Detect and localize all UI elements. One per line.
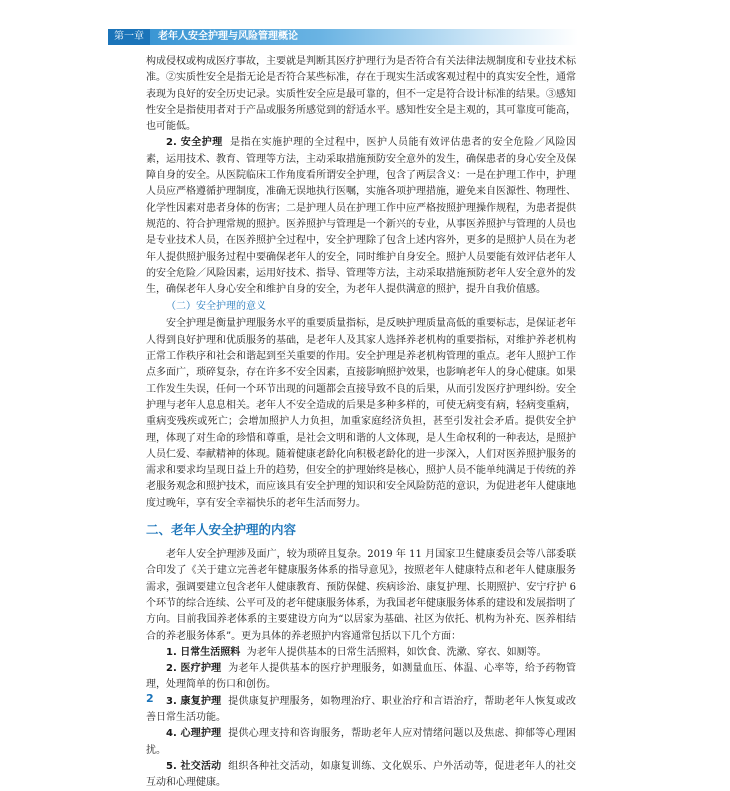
chapter-label: 第一章	[108, 29, 150, 45]
significance-heading: （二）安全护理的意义	[166, 301, 266, 313]
list-item	[146, 694, 576, 727]
safety-care-label: 2. 安全护理	[166, 137, 223, 149]
page-number: 2	[146, 692, 154, 705]
body-paragraph	[146, 54, 576, 135]
safety-care-paragraph	[146, 135, 576, 298]
paragraph-text: 老年人安全护理涉及面广，较为琐碎且复杂。2019 年 11 月国家卫生健康委员会等八部委联合印发了《关于建立完善老年健康服务体系的指导意见》，按照老年人健康特点和老年人健康服务需求，强调要建立包含老年人健康教育、预防保健、疾病诊治、康复护理、长期照护、安宁疗护 6 个环节的综合连续、公平可及的老年健康服务体系，为我国老年健康服务体系的建设和发展指明了方向。目前我国养老体系的主要建设方向为“以居家为基础、社区为依托、机构为补充、医养相结合的养老服务体系”。更为具体的养老照护内容通常包括以下几个方面：	[146, 549, 576, 642]
list-item-text: 组织各种社交活动，如康复训练、文化娱乐、户外活动等，促进老年人的社交互动和心理健康。	[146, 760, 576, 789]
list-item-text: 为老年人提供基本的医疗护理服务，如测量血压、体温、心率等，给予药物管理，处理简单的伤口和创伤。	[146, 663, 576, 691]
list-item-label: 2. 医疗护理	[166, 663, 222, 675]
list-item	[146, 645, 576, 661]
section-intro-paragraph	[146, 547, 576, 645]
paragraph-text: 构成侵权或构成医疗事故，主要就是判断其医疗护理行为是否符合有关法律法规制度和专业技术标准。②实质性安全是指无论是否符合某些标准，存在于现实生活或客观过程中的真实安全性，通常表现为良好的安全历史记录。实质性安全应是最可靠的，但不一定是符合设计标准的结果。③感知性安全是指使用者对于产品或服务所感觉到的舒适水平。感知性安全是主观的，其可靠度可能高，也可能低。	[146, 56, 576, 133]
list-item-label: 3. 康复护理	[166, 695, 222, 707]
significance-paragraph	[146, 316, 576, 512]
list-item	[146, 726, 576, 759]
list-item-label: 5. 社交活动	[166, 760, 222, 772]
list-item	[146, 759, 576, 791]
list-item-text: 提供心理支持和咨询服务，帮助老年人应对情绪问题以及焦虑、抑郁等心理困扰。	[146, 728, 576, 756]
safety-care-text: 是指在实施护理的全过程中，医护人员能有效评估患者的安全危险／风险因素，运用技术、教育、管理等方法，主动采取措施预防安全意外的发生，确保患者的身心安全及保障自身的安全。从医院临床工作角度看所谓安全护理，包含了两层含义：一是在护理工作中，护理人员应严格遵循护理制度，准确无误地执行医嘱，实施各项护理措施，避免来自医源性、物理性、化学性因素对患者身体的伤害；二是护理人员在护理工作中应严格按照护理操作规程，为患者提供规范的、符合护理常规的照护。医养照护与管理是一个新兴的专业，从事医养照护与管理的人员也是专业技术人员，在医养照护全过程中，安全护理除了包含上述内容外，更多的是照护人员在为老年人提供照护服务过程中要确保老年人的安全，同时维护自身安全。照护人员要能有效评估老年人的安全危险／风险因素，运用好技术、指导、管理等方法，主动采取措施预防老年人安全意外的发生，确保老年人身心安全和维护自身的安全，为老年人提供满意的照护，提升自我价值感。	[146, 137, 577, 296]
list-item-text: 提供康复护理服务，如物理治疗、职业治疗和言语治疗，帮助老年人恢复或改善日常生活功能。	[146, 695, 576, 723]
list-item-text: 为老年人提供基本的日常生活照料，如饮食、洗漱、穿衣、如厕等。	[246, 646, 547, 658]
list-item-label: 4. 心理护理	[166, 728, 222, 740]
chapter-header-band	[108, 29, 578, 45]
section-heading: 二、老年人安全护理的内容	[146, 522, 297, 538]
page-body	[146, 54, 576, 791]
chapter-title: 老年人安全护理与风险管理概论	[158, 31, 298, 42]
paragraph-text: 安全护理是衡量护理服务水平的重要质量指标，是反映护理质量高低的重要标志，是保证老年人得到良好护理和优质服务的基础，是老年人及其家人选择养老机构的重要指标，对维护养老机构正常工作秩序和社会和谐起到至关重要的作用。安全护理是养老机构管理的重点。老年人照护工作点多面广，琐碎复杂，存在许多不安全因素，直接影响照护效果，也影响老年人的身心健康。如果工作发生失误，任何一个环节出现的问题都会直接导致不良的后果，从而引发医疗护理纠纷。安全护理与老年人息息相关。老年人不安全造成的后果是多种多样的，可使无病变有病，轻病变重病，重病变残疾或死亡；会增加照护人力负担，加重家庭经济负担，甚至引发社会矛盾。提供安全护理，体现了对生命的珍惜和尊重，是社会文明和谐的人文体现，是人生命权利的一种表达，是照护人员仁爱、奉献精神的体现。随着健康老龄化向积极老龄化的进一步深入，人们对医养照护服务的需求和要求均呈现日益上升的趋势，但安全的护理始终是核心，照护人员不能单纯满足于传统的养老服务观念和照护技术，而应该具有安全护理的知识和安全风险防范的意识，为促进老年人健康地度过晚年，享有安全幸福快乐的老年生活而努力。	[146, 318, 576, 509]
list-item-label: 1. 日常生活照料	[166, 646, 241, 658]
list-item	[146, 661, 576, 694]
